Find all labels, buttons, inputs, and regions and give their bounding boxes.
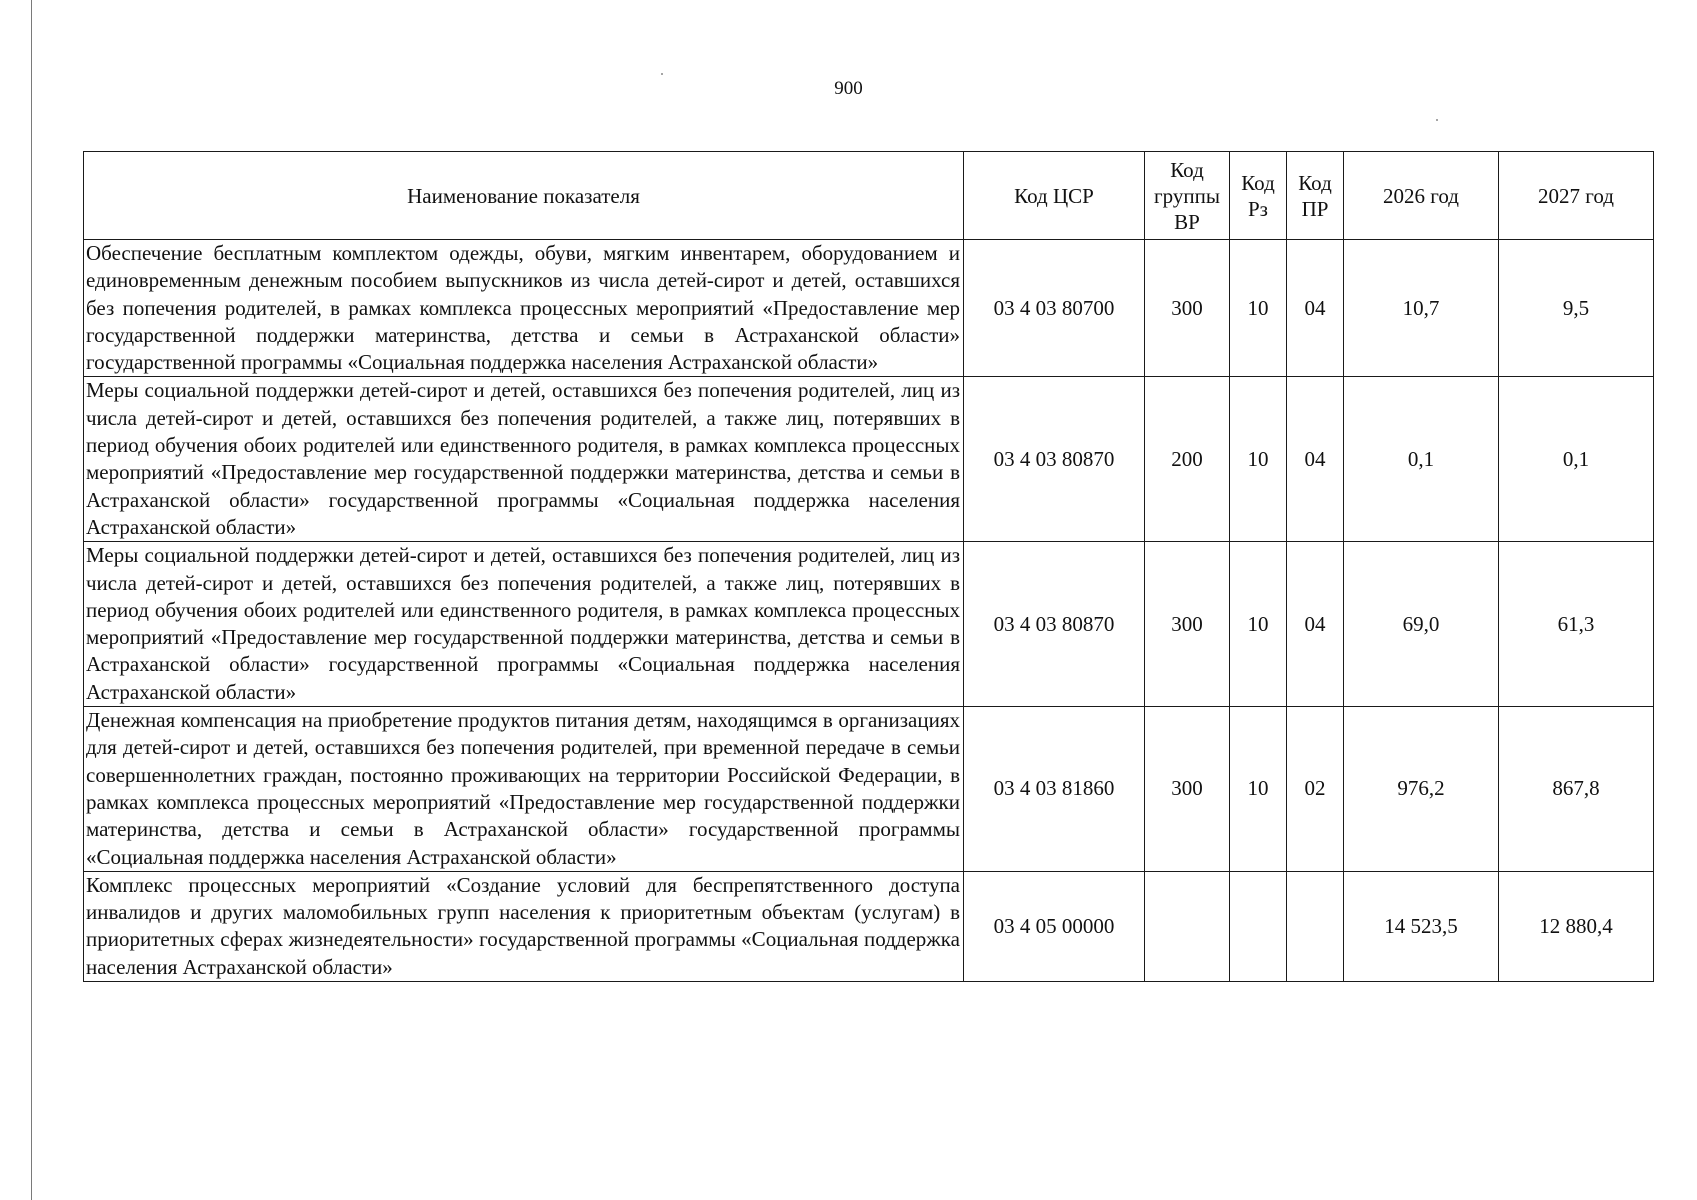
indicator-name-cell: Меры социальной поддержки детей-сирот и детей, оставшихся без попечения родителей, лиц из числа детей-сирот и детей, оставшихся без попечения родителей, а также лиц, потерявших в период обучения обоих родителей или единственного родителя, в рамках комплекса процессных мероприятий «Предоставление мер государственной поддержки материнства, детства и семьи в Астраханской области» государственной программы «Социальная поддержка населения Астраханской области»	[84, 542, 964, 707]
amount-2027-cell: 0,1	[1499, 377, 1654, 542]
table-row	[84, 707, 1654, 872]
rz-code-cell: 10	[1230, 707, 1287, 872]
amount-2026-cell: 14 523,5	[1344, 871, 1499, 981]
table-header-row	[84, 152, 1654, 240]
page-number: 900	[834, 78, 863, 99]
rz-code-cell: 10	[1230, 377, 1287, 542]
indicator-name-cell: Комплекс процессных мероприятий «Создание условий для беспрепятственного доступа инвалидов и других маломобильных групп населения к приоритетным объектам (услугам) в приоритетных сферах жизнедеятельности» государственной программы «Социальная поддержка населения Астраханской области»	[84, 871, 964, 981]
csr-code-cell: 03 4 03 80870	[964, 542, 1145, 707]
pr-code-cell	[1287, 871, 1344, 981]
amount-2027-cell: 61,3	[1499, 542, 1654, 707]
csr-code-cell: 03 4 03 81860	[964, 707, 1145, 872]
pr-code-cell: 02	[1287, 707, 1344, 872]
vr-code-cell: 300	[1145, 707, 1230, 872]
amount-2026-cell: 976,2	[1344, 707, 1499, 872]
vr-code-cell	[1145, 871, 1230, 981]
table-row	[84, 240, 1654, 377]
vr-code-cell: 300	[1145, 542, 1230, 707]
rz-code-cell: 10	[1230, 542, 1287, 707]
pr-code-cell: 04	[1287, 240, 1344, 377]
indicator-name-cell: Меры социальной поддержки детей-сирот и детей, оставшихся без попечения родителей, лиц из числа детей-сирот и детей, оставшихся без попечения родителей, а также лиц, потерявших в период обучения обоих родителей или единственного родителя, в рамках комплекса процессных мероприятий «Предоставление мер государственной поддержки материнства, детства и семьи в Астраханской области» государственной программы «Социальная поддержка населения Астраханской области»	[84, 377, 964, 542]
header-csr-code: Код ЦСР	[964, 152, 1145, 240]
scan-speck	[1436, 119, 1438, 121]
csr-code-cell: 03 4 03 80870	[964, 377, 1145, 542]
table-row	[84, 542, 1654, 707]
header-indicator-name: Наименование показателя	[84, 152, 964, 240]
header-year-2026: 2026 год	[1344, 152, 1499, 240]
amount-2027-cell: 9,5	[1499, 240, 1654, 377]
budget-table	[83, 151, 1654, 982]
rz-code-cell: 10	[1230, 240, 1287, 377]
indicator-name-cell: Обеспечение бесплатным комплектом одежды, обуви, мягким инвентарем, оборудованием и единовременным денежным пособием выпускников из числа детей-сирот и детей, оставшихся без попечения родителей, в рамках комплекса процессных мероприятий «Предоставление мер государственной поддержки материнства, детства и семьи в Астраханской области» государственной программы «Социальная поддержка населения Астраханской области»	[84, 240, 964, 377]
header-rz-code: Код Рз	[1230, 152, 1287, 240]
amount-2026-cell: 0,1	[1344, 377, 1499, 542]
vr-code-cell: 300	[1145, 240, 1230, 377]
csr-code-cell: 03 4 03 80700	[964, 240, 1145, 377]
header-year-2027: 2027 год	[1499, 152, 1654, 240]
amount-2027-cell: 12 880,4	[1499, 871, 1654, 981]
scan-speck	[661, 73, 663, 75]
amount-2027-cell: 867,8	[1499, 707, 1654, 872]
pr-code-cell: 04	[1287, 377, 1344, 542]
amount-2026-cell: 69,0	[1344, 542, 1499, 707]
csr-code-cell: 03 4 05 00000	[964, 871, 1145, 981]
table-row	[84, 377, 1654, 542]
header-vr-group-code: Код группы ВР	[1145, 152, 1230, 240]
table-row	[84, 871, 1654, 981]
indicator-name-cell: Денежная компенсация на приобретение продуктов питания детям, находящимся в организациях для детей-сирот и детей, оставшихся без попечения родителей, при временной передаче в семьи совершеннолетних граждан, постоянно проживающих на территории Российской Федерации, в рамках комплекса процессных мероприятий «Предоставление мер государственной поддержки материнства, детства и семьи в Астраханской области» государственной программы «Социальная поддержка населения Астраханской области»	[84, 707, 964, 872]
header-pr-code: Код ПР	[1287, 152, 1344, 240]
amount-2026-cell: 10,7	[1344, 240, 1499, 377]
vr-code-cell: 200	[1145, 377, 1230, 542]
page-binding-line	[31, 0, 32, 1200]
rz-code-cell	[1230, 871, 1287, 981]
pr-code-cell: 04	[1287, 542, 1344, 707]
